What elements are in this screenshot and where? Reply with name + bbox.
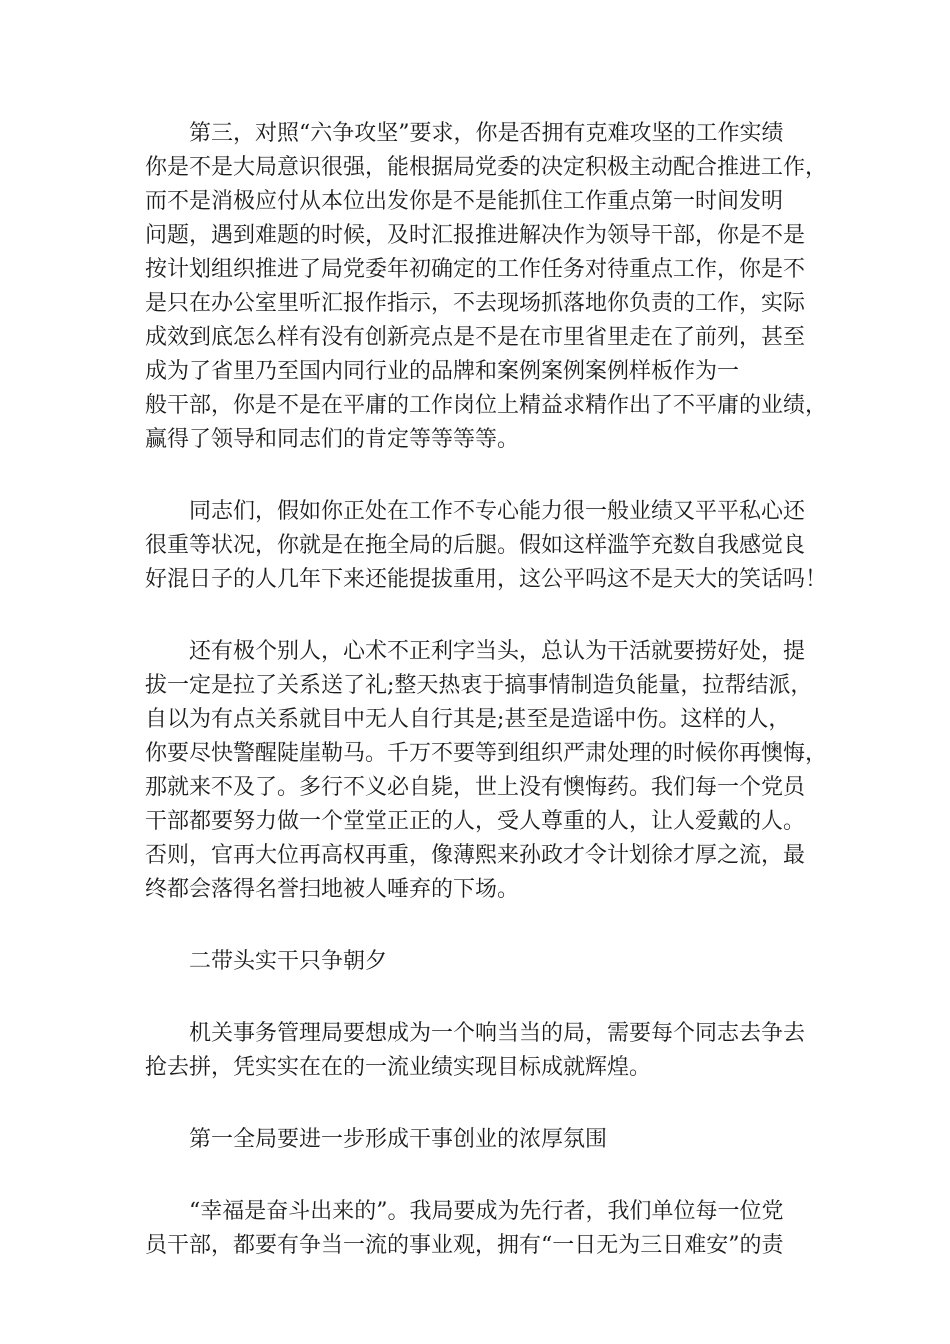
text-line: 按计划组织推进了局党委年初确定的工作任务对待重点工作，你是不 — [145, 257, 806, 282]
paragraph — [145, 117, 828, 457]
text-line: 而不是消极应付从本位出发你是不是能抓住工作重点第一时间发明 — [145, 189, 784, 214]
text-line: 同志们，假如你正处在工作不专心能力很一般业绩又平平私心还 — [189, 499, 806, 524]
text-line: 否则，官再大位再高权再重，像薄熙来孙政才令计划徐才厚之流，最 — [145, 843, 806, 868]
paragraph — [145, 1017, 825, 1085]
text-line: 那就来不及了。多行不义必自毙，世上没有懊悔药。我们每一个党员 — [145, 775, 806, 800]
text-line: 好混日子的人几年下来还能提拔重用，这公平吗这不是天大的笑话吗！ — [145, 567, 828, 592]
text-line: 般干部，你是不是在平庸的工作岗位上精益求精作出了不平庸的业绩， — [145, 393, 828, 418]
section-heading — [145, 1123, 825, 1157]
text-line: 抢去拼，凭实实在在的一流业绩实现目标成就辉煌。 — [145, 1055, 652, 1080]
text-line: 第三，对照“六争攻坚”要求，你是否拥有克难攻坚的工作实绩 — [189, 121, 784, 146]
text-line: 机关事务管理局要想成为一个响当当的局，需要每个同志去争去 — [189, 1021, 806, 1046]
text-line: 问题，遇到难题的时候，及时汇报推进解决作为领导干部，你是不是 — [145, 223, 806, 248]
heading-line: 第一全局要进一步形成干事创业的浓厚氛围 — [189, 1127, 608, 1152]
paragraph — [145, 635, 828, 907]
text-line: 员干部，都要有争当一流的事业观，拥有“一日无为三日难安”的责 — [145, 1233, 784, 1258]
paragraph-gap — [145, 979, 825, 1017]
text-line: 干部都要努力做一个堂堂正正的人，受人尊重的人，让人爱戴的人。 — [145, 809, 806, 834]
text-line: 你要尽快警醒陡崖勒马。千万不要等到组织严肃处理的时候你再懊悔， — [145, 741, 828, 766]
text-line: 成为了省里乃至国内同行业的品牌和案例案例案例样板作为一 — [145, 359, 740, 384]
text-line: 你是不是大局意识很强，能根据局党委的决定积极主动配合推进工作， — [145, 155, 828, 180]
paragraph-gap — [145, 1157, 825, 1195]
text-line: 终都会落得名誉扫地被人唾弃的下场。 — [145, 877, 520, 902]
text-line: 自以为有点关系就目中无人自行其是;甚至是造谣中伤。这样的人， — [145, 707, 791, 732]
text-line: 赢得了领导和同志们的肯定等等等等。 — [145, 427, 520, 452]
paragraph — [145, 1195, 825, 1263]
text-line: 成效到底怎么样有没有创新亮点是不是在市里省里走在了前列，甚至 — [145, 325, 806, 350]
paragraph-gap — [145, 907, 825, 945]
paragraph — [145, 495, 828, 597]
heading-line: 二带头实干只争朝夕 — [189, 949, 388, 974]
document-body — [145, 117, 828, 1263]
text-line: 拔一定是拉了关系送了礼;整天热衷于搞事情制造负能量，拉帮结派， — [145, 673, 813, 698]
paragraph-gap — [145, 457, 825, 495]
text-line: 还有极个别人，心术不正利字当头，总认为干活就要捞好处，提 — [189, 639, 806, 664]
paragraph-gap — [145, 1085, 825, 1123]
text-line: 很重等状况，你就是在拖全局的后腿。假如这样滥竽充数自我感觉良 — [145, 533, 806, 558]
text-line: “幸福是奋斗出来的”。我局要成为先行者，我们单位每一位党 — [189, 1199, 784, 1224]
text-line: 是只在办公室里听汇报作指示，不去现场抓落地你负责的工作，实际 — [145, 291, 806, 316]
section-heading — [145, 945, 825, 979]
paragraph-gap — [145, 597, 825, 635]
